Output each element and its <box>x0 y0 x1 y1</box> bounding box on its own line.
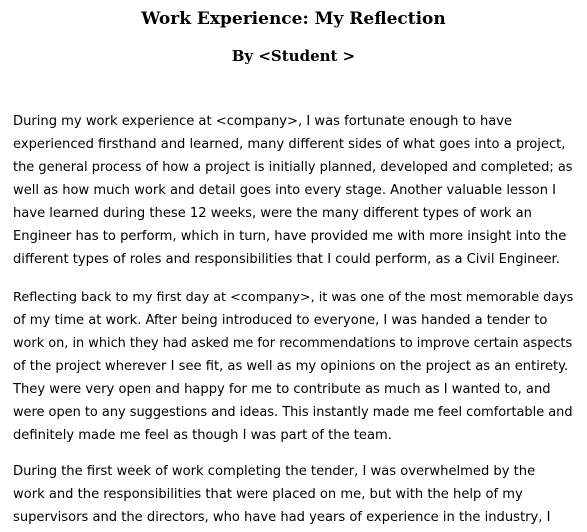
paragraph-line: During my work experience at <company>, I was fortunate enough to have <box>13 114 513 129</box>
paragraph-line: different types of roles and responsibilities that I could perform, as a Civil Engineer. <box>13 252 560 267</box>
paragraph-line: have learned during these 12 weeks, were the many different types of work an <box>13 206 532 221</box>
paragraph-line: of my time at work. After being introduced to everyone, I was handed a tender to <box>13 313 548 328</box>
paragraph-line: During the first week of work completing the tender, I was overwhelmed by the <box>13 464 536 479</box>
document-title: Work Experience: My Reflection <box>141 9 446 29</box>
document-byline: By <Student > <box>231 47 356 65</box>
paragraph-line: the general process of how a project is initially planned, developed and completed; as <box>13 160 573 175</box>
paragraph-2 <box>13 286 576 447</box>
paragraph-line: of the project wherever I see fit, as well as my opinions on the project as an entirety. <box>13 359 569 374</box>
paragraph-line: were open to any suggestions and ideas. This instantly made me feel comfortable and <box>13 405 573 420</box>
paragraph-3 <box>13 460 576 529</box>
paragraph-line: Reflecting back to my first day at <company>, it was one of the most memorable days <box>13 290 574 305</box>
paragraph-line: They were very open and happy for me to contribute as much as I wanted to, and <box>13 382 551 397</box>
paragraph-line: supervisors and the directors, who have had years of experience in the industry, I <box>13 510 551 525</box>
paragraph-line: Engineer has to perform, which in turn, have provided me with more insight into the <box>13 229 567 244</box>
paragraph-line: work and the responsibilities that were placed on me, but with the help of my <box>13 487 523 502</box>
paragraph-line: definitely made me feel as though I was part of the team. <box>13 428 392 443</box>
paragraph-line: well as how much work and detail goes into every stage. Another valuable lesson I <box>13 183 557 198</box>
paragraph-line: experienced firsthand and learned, many different sides of what goes into a project, <box>13 137 566 152</box>
paragraph-line: work on, in which they had asked me for recommendations to improve certain aspects <box>13 336 573 351</box>
paragraph-1 <box>13 110 576 271</box>
